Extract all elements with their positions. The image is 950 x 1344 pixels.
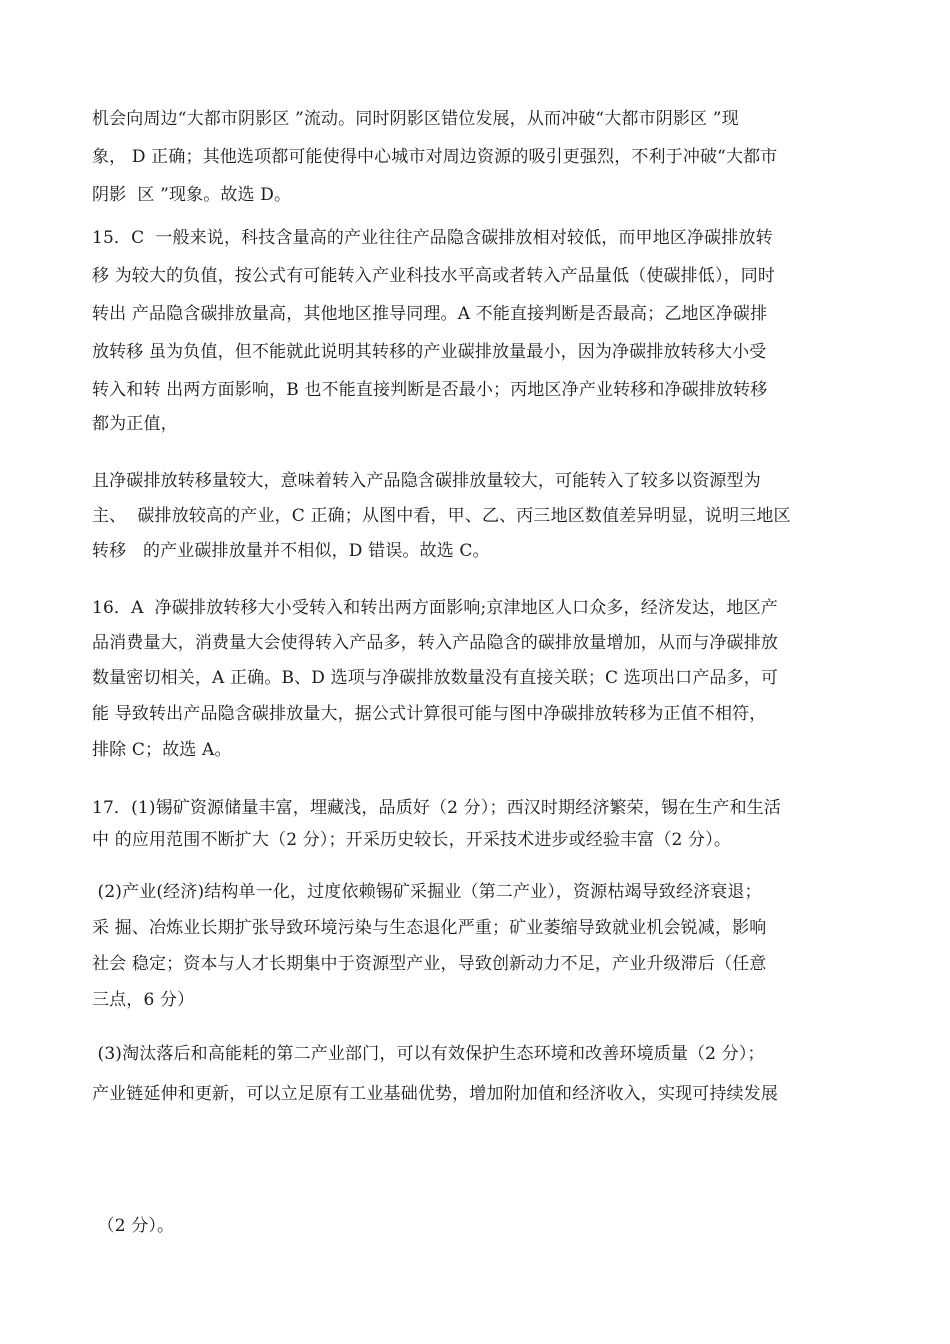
text-line: 产业链延伸和更新，可以立足原有工业基础优势，增加附加值和经济收入，实现可持续发展 (92, 1084, 778, 1104)
text-line: 能 导致转出产品隐含碳排放量大，据公式计算很可能与图中净碳排放转移为正值不相符， (92, 704, 767, 724)
text-line: 采 掘、冶炼业长期扩张导致环境污染与生态退化严重；矿业萎缩导致就业机会锐减，影响 (92, 918, 767, 938)
text-line: 放转移 虽为负值，但不能就此说明其转移的产业碳排放量最小，因为净碳排放转移大小受 (92, 342, 767, 362)
text-line: （2 分）。 (92, 1216, 175, 1236)
text-line: 机会向周边“大都市阴影区 ”流动。同时阴影区错位发展，从而冲破“大都市阴影区 ”现 (92, 109, 739, 129)
text-line: 社会 稳定；资本与人才长期集中于资源型产业，导致创新动力不足，产业升级滞后（任意 (92, 954, 767, 974)
text-line: 17．(1)锡矿资源储量丰富，埋藏浅，品质好（2 分）；西汉时期经济繁荣，锡在生产和生活 (92, 798, 782, 818)
text-line: 转入和转 出两方面影响，B 也不能直接判断是否最小；丙地区净产业转移和净碳排放转移 (92, 380, 768, 400)
text-line: 移 为较大的负值，按公式有可能转入产业科技水平高或者转入产品量低（使碳排低），同时 (92, 266, 776, 286)
text-line: 转出 产品隐含碳排放量高，其他地区推导同理。A 不能直接判断是否最高；乙地区净碳排 (92, 304, 768, 324)
text-line: 15．C 一般来说，科技含量高的产业往往产品隐含碳排放相对较低，而甲地区净碳排放转 (92, 228, 773, 248)
text-line: 且净碳排放转移量较大，意味着转入产品隐含碳排放量较大，可能转入了较多以资源型为 (92, 471, 761, 491)
text-line: 数量密切相关，A 正确。B、D 选项与净碳排放数量没有直接关联；C 选项出口产品多，可 (92, 668, 779, 688)
text-line: 排除 C；故选 A。 (92, 740, 232, 760)
text-line: 转移 的产业碳排放量并不相似，D 错误。故选 C。 (92, 541, 490, 561)
text-line: 阴影 区 ”现象。故选 D。 (92, 185, 292, 205)
text-line: 16．A 净碳排放转移大小受转入和转出两方面影响;京津地区人口众多，经济发达，地区产 (92, 598, 778, 618)
text-line: 象， D 正确；其他选项都可能使得中心城市对周边资源的吸引更强烈，不利于冲破“大都市 (92, 147, 778, 167)
text-line: 中 的应用范围不断扩大（2 分）；开采历史较长，开采技术进步或经验丰富（2 分）。 (92, 830, 731, 850)
text-line: (3)淘汰落后和高能耗的第二产业部门，可以有效保护生态环境和改善环境质量（2 分）； (92, 1044, 765, 1064)
text-line: 三点，6 分） (92, 990, 195, 1010)
text-line: 都为正值， (92, 414, 178, 434)
text-line: 主、 碳排放较高的产业，C 正确；从图中看，甲、乙、丙三地区数值差异明显，说明三地区 (92, 506, 791, 526)
text-line: 品消费量大，消费量大会使得转入产品多，转入产品隐含的碳排放量增加，从而与净碳排放 (92, 633, 778, 653)
text-line: (2)产业(经济)结构单一化，过度依赖锡矿采掘业（第二产业），资源枯竭导致经济衰退； (92, 882, 762, 902)
